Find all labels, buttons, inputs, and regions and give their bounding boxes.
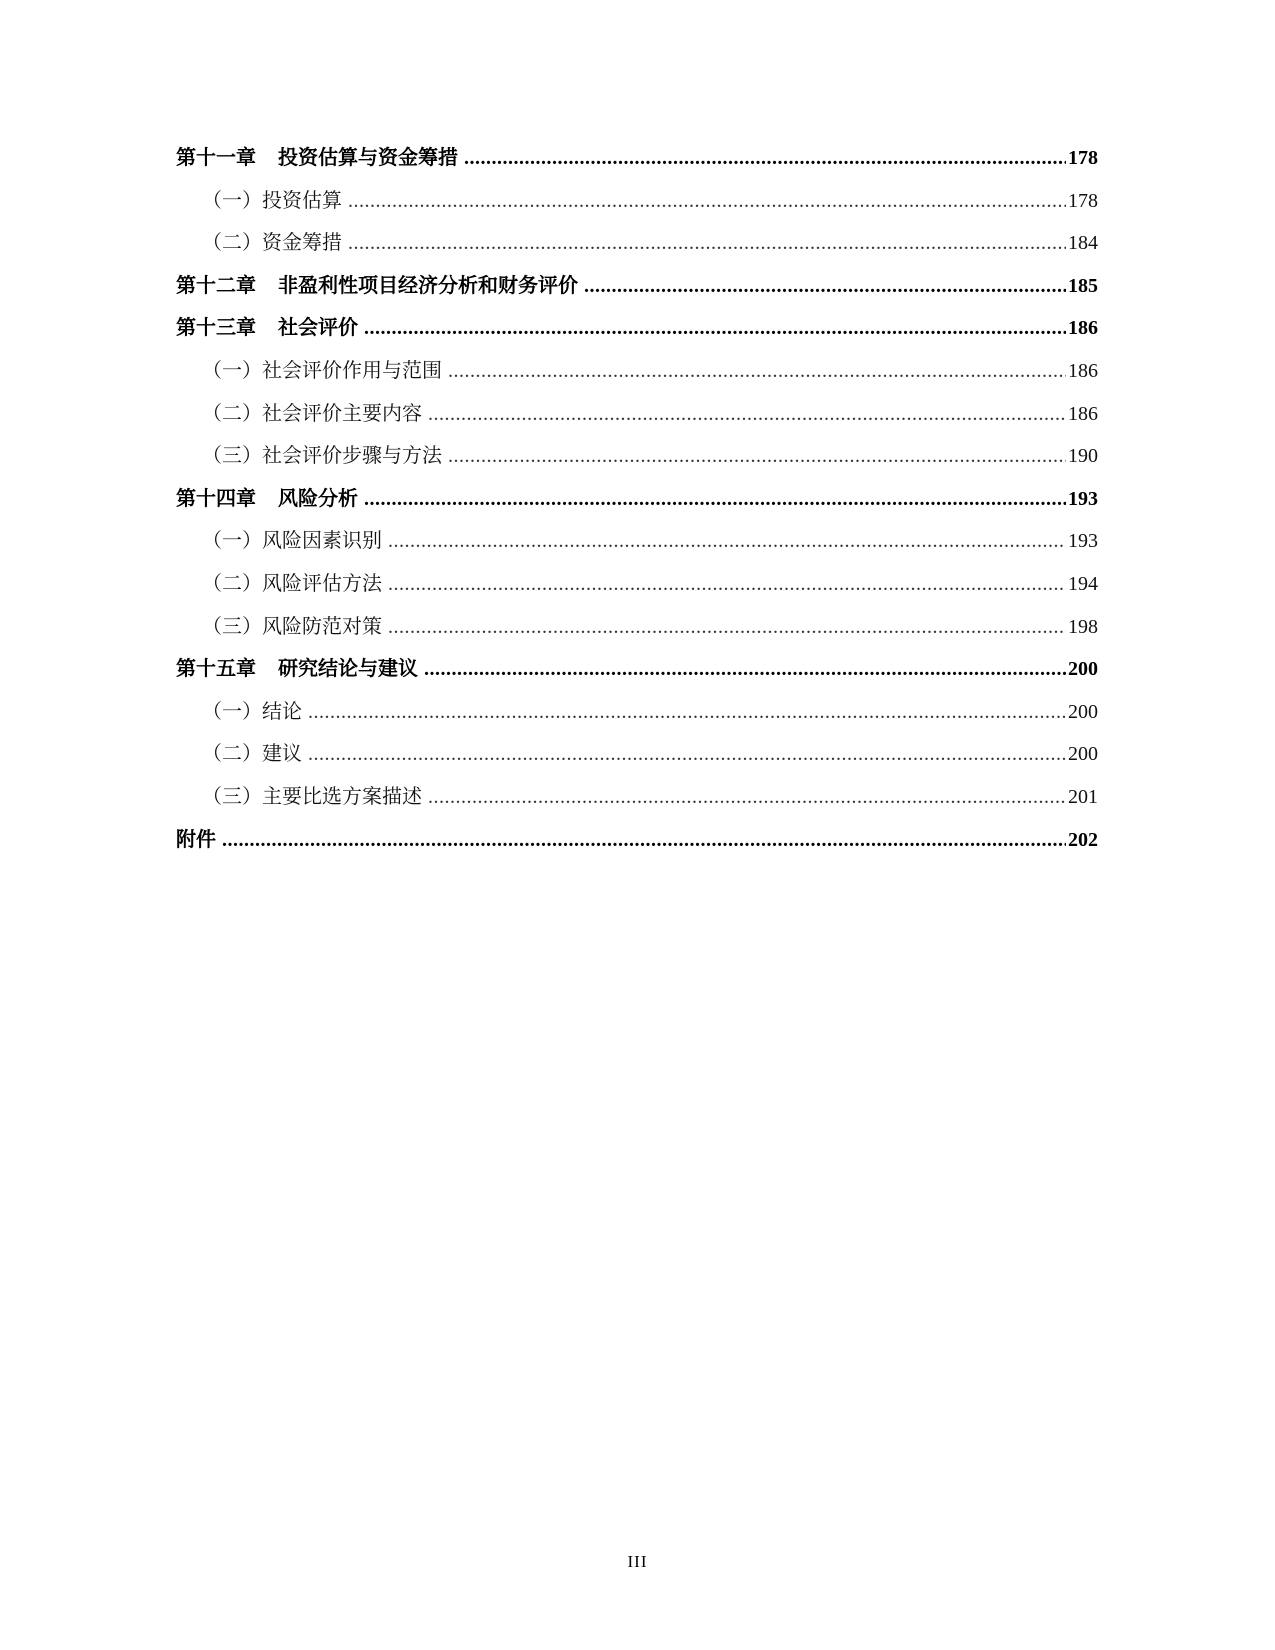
table-of-contents xyxy=(176,136,1098,860)
toc-section-number: （二） xyxy=(202,230,262,255)
toc-page-number: 184 xyxy=(1068,232,1098,255)
page-footer-number: III xyxy=(627,1552,648,1571)
dot-leader xyxy=(388,606,1066,649)
toc-entry-title: 非盈利性项目经济分析和财务评价 xyxy=(278,272,578,297)
toc-section-number: （一） xyxy=(202,528,262,553)
toc-page-number: 186 xyxy=(1068,402,1098,425)
toc-entry-title: 社会评价主要内容 xyxy=(262,400,422,425)
toc-entry-title: 社会评价 xyxy=(278,315,358,340)
toc-entry-title: 风险评估方法 xyxy=(262,570,382,595)
toc-appendix[interactable] xyxy=(176,818,1098,861)
dot-leader xyxy=(364,307,1066,350)
toc-chapter-11[interactable] xyxy=(176,136,1098,179)
toc-entry-label xyxy=(202,179,342,222)
toc-section-11-2[interactable] xyxy=(176,221,1098,264)
toc-entry-label xyxy=(202,605,382,648)
toc-section-number: （一） xyxy=(202,698,262,723)
dot-leader xyxy=(364,478,1066,521)
toc-entry-title: 资金筹措 xyxy=(262,230,342,255)
toc-section-13-2[interactable] xyxy=(176,392,1098,435)
toc-entry-title: 风险分析 xyxy=(278,485,358,510)
toc-page-number: 178 xyxy=(1068,147,1098,169)
toc-entry-title: 建议 xyxy=(262,741,302,766)
toc-page-number: 201 xyxy=(1068,785,1098,808)
toc-entry-title: 附件 xyxy=(176,826,216,851)
toc-section-15-2[interactable] xyxy=(176,732,1098,775)
toc-entry-label xyxy=(202,392,422,435)
toc-chapter-15[interactable] xyxy=(176,647,1098,690)
toc-entry-label xyxy=(176,818,216,861)
toc-section-13-1[interactable] xyxy=(176,349,1098,392)
toc-page-number: 185 xyxy=(1068,274,1098,297)
toc-chapter-13[interactable] xyxy=(176,306,1098,349)
toc-entry-label xyxy=(202,732,302,775)
dot-leader xyxy=(448,435,1066,478)
toc-chapter-number: 第十三章 xyxy=(176,315,256,340)
dot-leader xyxy=(428,393,1066,436)
dot-leader xyxy=(388,563,1066,606)
dot-leader xyxy=(424,648,1066,691)
toc-section-number: （二） xyxy=(202,741,262,766)
toc-section-number: （三） xyxy=(202,783,262,808)
toc-entry-title: 研究结论与建议 xyxy=(278,656,418,681)
toc-section-number: （一） xyxy=(202,187,262,212)
toc-entry-label xyxy=(176,647,418,690)
toc-section-11-1[interactable] xyxy=(176,179,1098,222)
toc-page-number: 186 xyxy=(1068,317,1098,340)
toc-section-number: （二） xyxy=(202,400,262,425)
toc-entry-label xyxy=(202,690,302,733)
toc-entry-title: 风险防范对策 xyxy=(262,613,382,638)
toc-entry-title: 投资估算 xyxy=(262,187,342,212)
toc-chapter-number: 第十一章 xyxy=(176,145,256,169)
toc-page-number: 178 xyxy=(1068,189,1098,212)
toc-page-number: 194 xyxy=(1068,572,1098,595)
toc-section-15-1[interactable] xyxy=(176,690,1098,733)
dot-leader xyxy=(428,776,1066,819)
dot-leader xyxy=(308,733,1066,776)
toc-entry-title: 风险因素识别 xyxy=(262,528,382,553)
toc-page-number: 193 xyxy=(1068,487,1098,510)
toc-entry-label xyxy=(176,136,458,179)
toc-page-number: 193 xyxy=(1068,530,1098,553)
toc-entry-label xyxy=(202,221,342,264)
dot-leader xyxy=(448,350,1066,393)
toc-page-number: 200 xyxy=(1068,700,1098,723)
toc-section-number: （一） xyxy=(202,357,262,382)
dot-leader xyxy=(348,180,1066,223)
toc-section-14-2[interactable] xyxy=(176,562,1098,605)
dot-leader xyxy=(584,265,1066,308)
dot-leader xyxy=(348,222,1066,265)
dot-leader xyxy=(308,691,1066,734)
toc-chapter-number: 第十二章 xyxy=(176,272,256,297)
toc-chapter-number: 第十五章 xyxy=(176,656,256,681)
dot-leader xyxy=(222,819,1066,862)
toc-entry-title: 社会评价作用与范围 xyxy=(262,357,442,382)
toc-entry-title: 投资估算与资金筹措 xyxy=(278,145,458,169)
toc-section-number: （三） xyxy=(202,443,262,468)
toc-section-14-1[interactable] xyxy=(176,519,1098,562)
toc-page-number: 198 xyxy=(1068,615,1098,638)
toc-chapter-12[interactable] xyxy=(176,264,1098,307)
toc-chapter-14[interactable] xyxy=(176,477,1098,520)
dot-leader xyxy=(464,137,1066,180)
toc-section-15-3[interactable] xyxy=(176,775,1098,818)
toc-entry-label xyxy=(176,477,358,520)
toc-entry-label xyxy=(202,434,442,477)
toc-section-14-3[interactable] xyxy=(176,605,1098,648)
toc-entry-label xyxy=(202,775,422,818)
toc-section-number: （二） xyxy=(202,570,262,595)
toc-page-number: 202 xyxy=(1068,828,1098,851)
toc-entry-label xyxy=(202,349,442,392)
toc-entry-label xyxy=(202,562,382,605)
toc-page-number: 190 xyxy=(1068,445,1098,468)
toc-entry-title: 社会评价步骤与方法 xyxy=(262,443,442,468)
toc-entry-label xyxy=(176,306,358,349)
toc-entry-title: 结论 xyxy=(262,698,302,723)
toc-chapter-number: 第十四章 xyxy=(176,485,256,510)
dot-leader xyxy=(388,520,1066,563)
toc-entry-title: 主要比选方案描述 xyxy=(262,783,422,808)
toc-page-number: 186 xyxy=(1068,359,1098,382)
toc-page-number: 200 xyxy=(1068,743,1098,766)
toc-section-number: （三） xyxy=(202,613,262,638)
toc-page-number: 200 xyxy=(1068,658,1098,681)
toc-entry-label xyxy=(176,264,578,307)
toc-entry-label xyxy=(202,519,382,562)
toc-section-13-3[interactable] xyxy=(176,434,1098,477)
